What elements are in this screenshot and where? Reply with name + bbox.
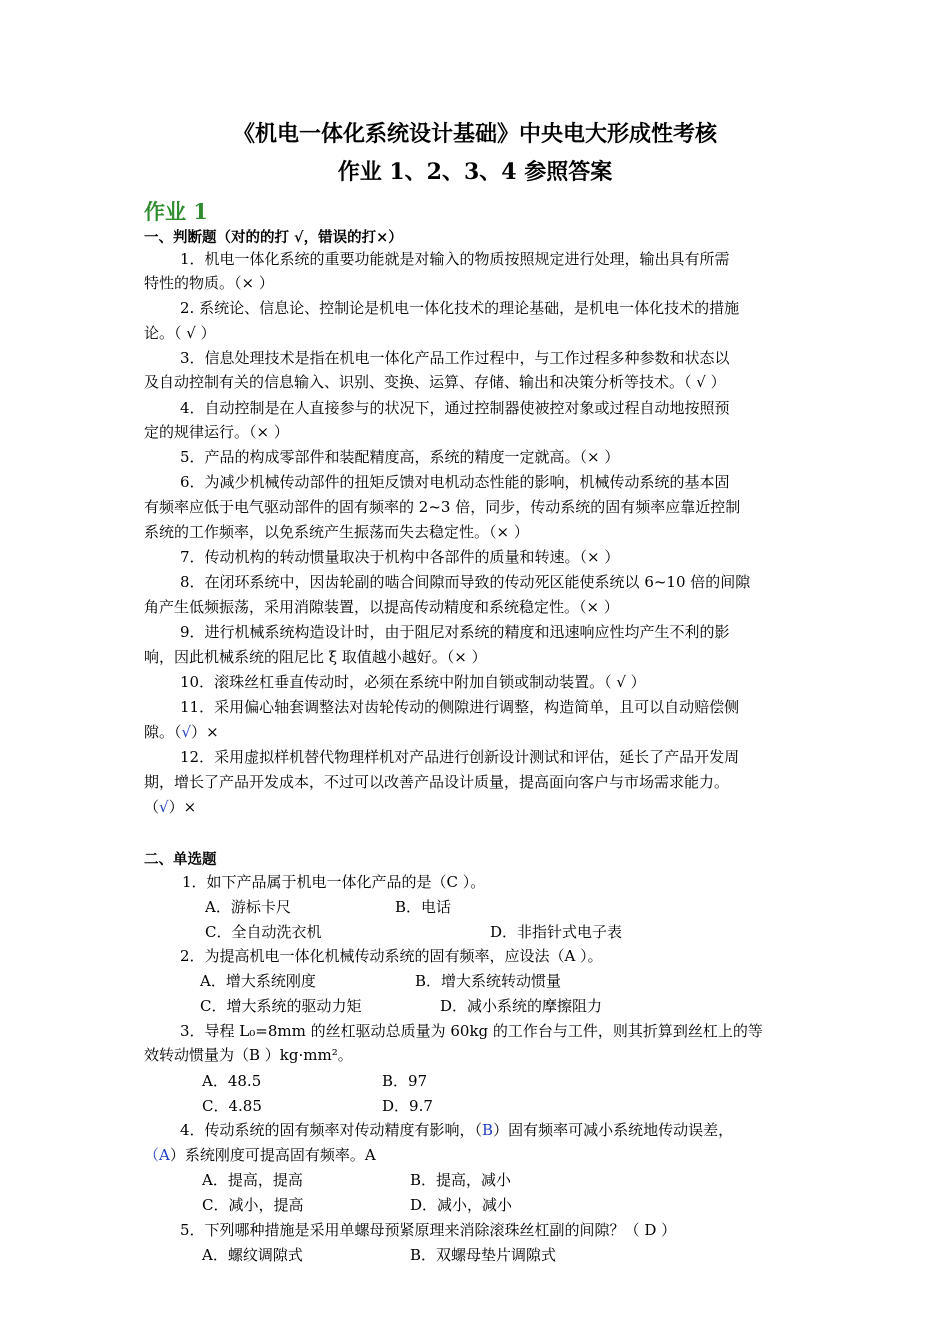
mc-q1-stem: 1．如下产品属于机电一体化产品的是（C ）。	[182, 873, 486, 891]
section-single-choice-heading: 二、单选题	[144, 851, 217, 868]
text-fragment: ）固有频率可减小系统地传动误差，	[493, 1121, 734, 1139]
mc-q1-option-c: C．全自动洗衣机	[205, 923, 322, 941]
mc-q3-option-c: C．4.85	[202, 1097, 262, 1115]
mc-q3-option-a: A．48.5	[202, 1072, 262, 1090]
mc-q4-stem-line2	[144, 1145, 376, 1165]
mc-q4-option-d: D．减小，减小	[410, 1196, 513, 1214]
tf-item-10: 10．滚珠丝杠垂直传动时，必须在系统中附加自锁或制动装置。（ √ ）	[180, 673, 646, 691]
tf-item-11-line1: 11．采用偏心轴套调整法对齿轮传动的侧隙进行调整，构造简单，且可以自动赔偿侧	[180, 698, 740, 716]
answer-mark: √	[181, 723, 192, 741]
document-subtitle: 作业 1、2、3、4 参照答案	[337, 159, 613, 185]
mc-q4-option-a: A．提高，提高	[202, 1171, 303, 1189]
tf-item-9-line1: 9．进行机械系统构造设计时，由于阻尼对系统的精度和迅速响应性均产生不利的影	[180, 623, 730, 641]
text-fragment: （	[144, 798, 160, 816]
mc-q3-stem-line1: 3．导程 L₀=8mm 的丝杠驱动总质量为 60kg 的工作台与工件，则其折算到丝杠上的等	[180, 1022, 763, 1040]
mc-q3-stem-line2: 效转动惯量为（B ）kg·mm²。	[144, 1046, 353, 1064]
tf-item-2-line2: 论。（ √ ）	[144, 324, 216, 342]
answer-mark: √	[159, 798, 169, 816]
tf-item-4-line1: 4．自动控制是在人直接参与的状况下，通过控制器使被控对象或过程自动地按照预	[180, 399, 730, 417]
mc-q1-option-a: A．游标卡尺	[205, 898, 291, 916]
text-fragment: 4．传动系统的固有频率对传动精度有影响，（	[180, 1121, 483, 1139]
tf-item-9-line2: 响，因此机械系统的阻尼比 ξ 取值越小越好。（× ）	[144, 648, 487, 666]
mc-q3-option-b: B．97	[382, 1072, 428, 1090]
mc-q5-option-a: A．螺纹调隙式	[202, 1246, 303, 1264]
mc-q5-option-b: B．双螺母垫片调隙式	[410, 1246, 557, 1264]
tf-item-12-line3	[144, 797, 196, 817]
text-fragment: （	[144, 1146, 160, 1164]
tf-item-6-line2: 有频率应低于电气驱动部件的固有频率的 2~3 倍，同步，传动系统的固有频率应靠近控制	[144, 498, 741, 516]
answer-letter: A	[159, 1146, 170, 1164]
text-fragment: 隙。（	[144, 723, 182, 741]
mc-q2-option-c: C．增大系统的驱动力矩	[200, 997, 362, 1015]
tf-item-3-line2: 及自动控制有关的信息输入、识别、变换、运算、存储、输出和决策分析等技术。（ √ ）	[144, 373, 726, 391]
tf-item-2-line1: 2. 系统论、信息论、控制论是机电一体化技术的理论基础，是机电一体化技术的措施	[180, 299, 740, 317]
answer-letter: B	[482, 1121, 494, 1139]
mc-q2-option-a: A．增大系统刚度	[200, 972, 316, 990]
section-true-false-heading: 一、判断题（对的的打 √，错误的打×）	[144, 229, 403, 246]
tf-item-8-line1: 8．在闭环系统中，因齿轮副的啮合间隙而导致的传动死区能使系统以 6~10 倍的间隙	[180, 573, 751, 591]
mc-q2-option-b: B．增大系统转动惯量	[415, 972, 562, 990]
tf-item-1-line1: 1．机电一体化系统的重要功能就是对输入的物质按照规定进行处理，输出具有所需	[180, 250, 730, 268]
tf-item-7: 7．传动机构的转动惯量取决于机构中各部件的质量和转速。（× ）	[180, 548, 620, 566]
tf-item-3-line1: 3．信息处理技术是指在机电一体化产品工作过程中，与工作过程多种参数和状态以	[180, 349, 730, 367]
tf-item-12-line2: 期，增长了产品开发成本，不过可以改善产品设计质量，提高面向客户与市场需求能力。	[144, 773, 730, 791]
mc-q3-option-d: D．9.7	[382, 1097, 433, 1115]
tf-item-8-line2: 角产生低频振荡，采用消隙装置，以提高传动精度和系统稳定性。（× ）	[144, 598, 619, 616]
homework-1-heading: 作业 1	[144, 199, 208, 224]
tf-item-1-line2: 特性的物质。（× ）	[144, 274, 274, 292]
tf-item-4-line2: 定的规律运行。（× ）	[144, 423, 289, 441]
mc-q4-option-c: C．减小，提高	[202, 1196, 304, 1214]
tf-item-6-line3: 系统的工作频率，以免系统产生振荡而失去稳定性。（× ）	[144, 523, 529, 541]
mc-q5-stem: 5．下列哪种措施是采用单螺母预紧原理来消除滚珠丝杠副的间隙？（ D ）	[180, 1221, 677, 1239]
tf-item-6-line1: 6．为减少机械传动部件的扭矩反馈对电机动态性能的影响，机械传动系统的基本固	[180, 473, 730, 491]
tf-item-11-line2	[144, 722, 219, 742]
tf-item-12-line1: 12．采用虚拟样机替代物理样机对产品进行创新设计测试和评估，延长了产品开发周	[180, 748, 740, 766]
mc-q2-option-d: D．减小系统的摩擦阻力	[440, 997, 603, 1015]
mc-q2-stem: 2．为提高机电一体化机械传动系统的固有频率，应设法（A ）。	[180, 947, 603, 965]
mc-q4-stem-line1	[180, 1120, 733, 1140]
text-fragment: ）×	[191, 723, 219, 741]
text-fragment: ）系统刚度可提高固有频率。A	[169, 1146, 376, 1164]
mc-q1-option-b: B．电话	[395, 898, 452, 916]
document-title: 《机电一体化系统设计基础》中央电大形成性考核	[232, 121, 717, 147]
mc-q1-option-d: D．非指针式电子表	[490, 923, 623, 941]
text-fragment: ）×	[168, 798, 197, 816]
tf-item-5: 5．产品的构成零部件和装配精度高，系统的精度一定就高。（× ）	[180, 448, 620, 466]
mc-q4-option-b: B．提高，减小	[410, 1171, 512, 1189]
